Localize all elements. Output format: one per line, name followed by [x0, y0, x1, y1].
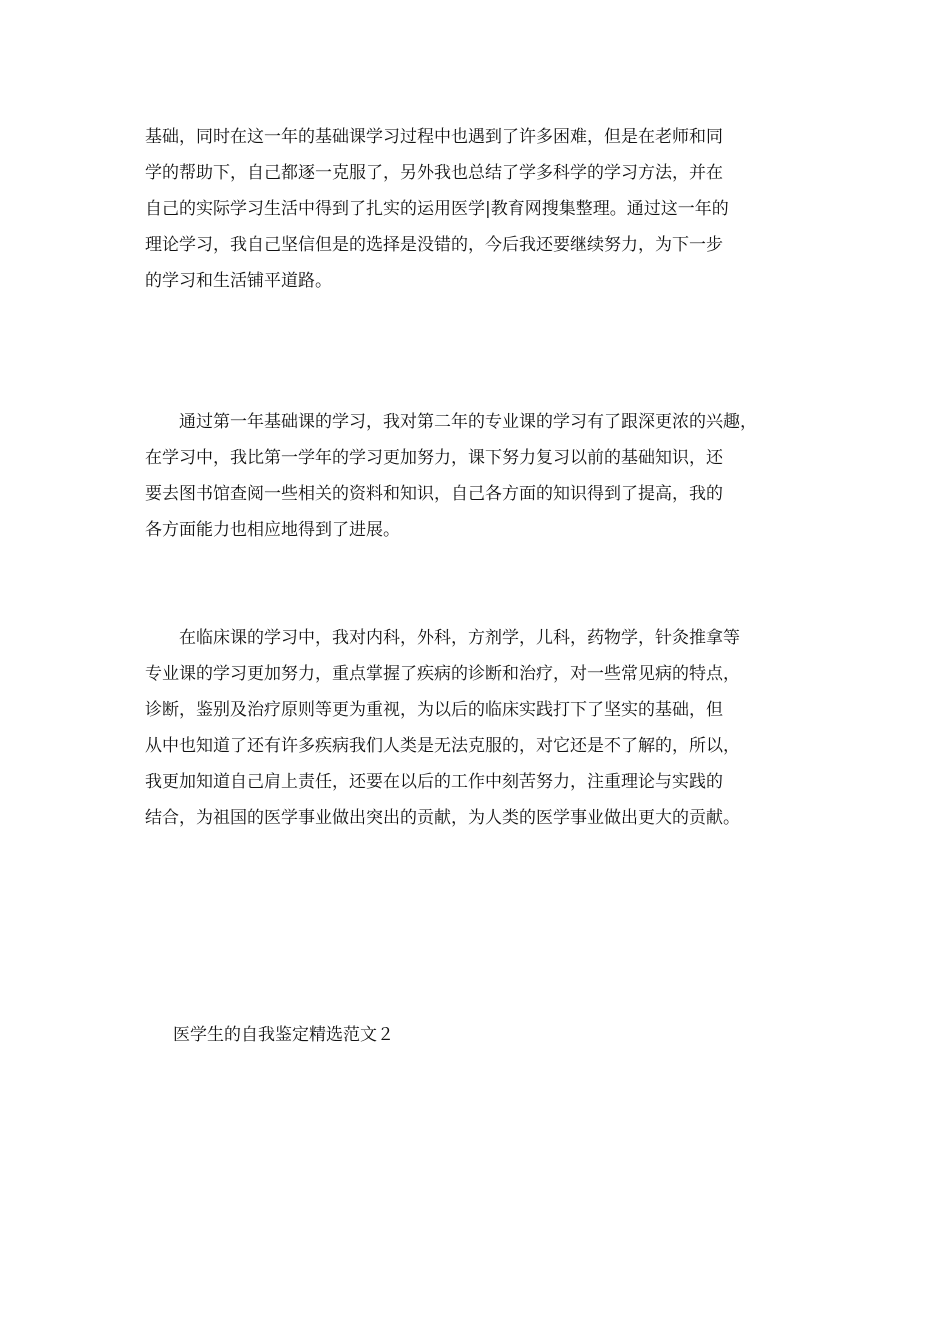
paragraph-clinical-courses: [145, 620, 825, 836]
paragraph-line: 在学习中，我比第一学年的学习更加努力，课下努力复习以前的基础知识，还: [145, 448, 723, 468]
paragraph-line: 我更加知道自己肩上责任，还要在以后的工作中刻苦努力，注重理论与实践的: [145, 772, 723, 792]
paragraph-line: 的学习和生活铺平道路。: [145, 271, 332, 291]
paragraph-foundation-year: [145, 119, 825, 299]
paragraph-line: 结合，为祖国的医学事业做出突出的贡献，为人类的医学事业做出更大的贡献。: [145, 808, 740, 828]
section-heading: 医学生的自我鉴定精选范文２: [173, 1025, 394, 1045]
paragraph-line: 诊断，鉴别及治疗原则等更为重视，为以后的临床实践打下了坚实的基础，但: [145, 700, 723, 720]
paragraph-line: 基础，同时在这一年的基础课学习过程中也遇到了许多困难，但是在老师和同: [145, 127, 723, 147]
paragraph-line: 从中也知道了还有许多疾病我们人类是无法克服的，对它还是不了解的，所以，: [145, 736, 740, 756]
paragraph-line: 理论学习，我自己坚信但是的选择是没错的，今后我还要继续努力，为下一步: [145, 235, 723, 255]
paragraph-line: 通过第一年基础课的学习，我对第二年的专业课的学习有了跟深更浓的兴趣，: [145, 412, 757, 432]
paragraph-line: 专业课的学习更加努力，重点掌握了疾病的诊断和治疗，对一些常见病的特点，: [145, 664, 740, 684]
paragraph-line: 各方面能力也相应地得到了进展。: [145, 520, 400, 540]
paragraph-line: 学的帮助下，自己都逐一克服了，另外我也总结了学多科学的学习方法，并在: [145, 163, 723, 183]
paragraph-line: 在临床课的学习中，我对内科，外科，方剂学，儿科，药物学，针灸推拿等: [145, 628, 740, 648]
paragraph-line: 自己的实际学习生活中得到了扎实的运用医学|教育网搜集整理。通过这一年的: [145, 199, 729, 219]
paragraph-line: 要去图书馆查阅一些相关的资料和知识，自己各方面的知识得到了提高，我的: [145, 484, 723, 504]
paragraph-second-year: [145, 404, 825, 548]
